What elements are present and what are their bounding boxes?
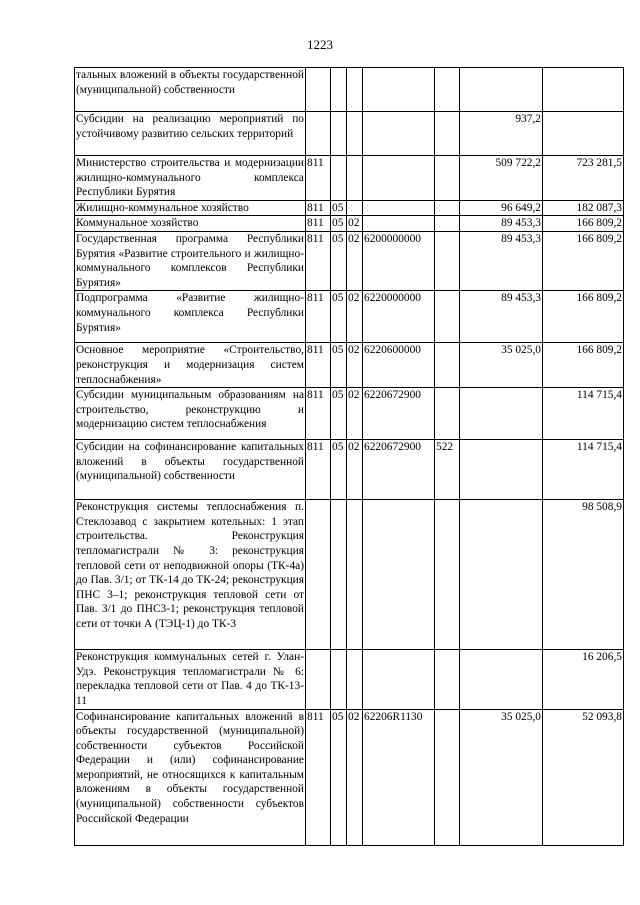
ministry-code-cell: 811 <box>306 200 331 216</box>
ministry-code-cell: 811 <box>306 709 331 845</box>
target-article-cell <box>363 650 435 709</box>
row-name-cell: Субсидии на реализацию мероприятий по устойчивому развитию сельских территорий <box>75 112 306 156</box>
amount-year2-cell: 182 087,3 <box>543 200 624 216</box>
amount-year2-cell: 16 206,5 <box>543 650 624 709</box>
expense-type-cell <box>435 68 460 112</box>
expense-type-cell <box>435 709 460 845</box>
table-row <box>75 500 624 650</box>
row-name-cell: Подпрограмма «Развитие жилищно-коммунального комплекса Республики Бурятия» <box>75 291 306 343</box>
row-name-cell: Софинансирование капитальных вложений в объекты государственной (муниципальной) собственности субъектов Российской Федерации и (или) софинансирование мероприятий, не относящихся к капитальным вложениям в объекты государственной (муниципальной) собственности субъектов Российской Федерации <box>75 709 306 845</box>
target-article-cell: 6220600000 <box>363 343 435 388</box>
amount-year1-cell <box>460 500 543 650</box>
amount-year1-cell: 89 453,3 <box>460 231 543 290</box>
expense-type-cell <box>435 500 460 650</box>
section-code-cell: 05 <box>331 291 347 343</box>
table-row <box>75 216 624 232</box>
target-article-cell: 62206R1130 <box>363 709 435 845</box>
amount-year1-cell: 509 722,2 <box>460 156 543 201</box>
amount-year2-cell: 166 809,2 <box>543 216 624 232</box>
table-row <box>75 388 624 440</box>
budget-table-body <box>75 68 624 846</box>
ministry-code-cell: 811 <box>306 156 331 201</box>
table-row <box>75 112 624 156</box>
row-name-cell: Реконструкция коммунальных сетей г. Улан-Удэ. Реконструкция тепломагистрали № 6: перекладка тепловой сети от Пав. 4 до ТК-13-11 <box>75 650 306 709</box>
amount-year2-cell: 166 809,2 <box>543 291 624 343</box>
amount-year1-cell: 35 025,0 <box>460 343 543 388</box>
subsection-code-cell: 02 <box>347 388 363 440</box>
table-row <box>75 291 624 343</box>
page-number: 1223 <box>307 37 333 52</box>
row-name-cell: Министерство строительства и модернизации жилищно-коммунального комплекса Республики Бурятия <box>75 156 306 201</box>
section-code-cell <box>331 156 347 201</box>
subsection-code-cell <box>347 112 363 156</box>
expense-type-cell <box>435 200 460 216</box>
expense-type-cell <box>435 156 460 201</box>
ministry-code-cell: 811 <box>306 388 331 440</box>
subsection-code-cell <box>347 68 363 112</box>
amount-year1-cell: 89 453,3 <box>460 216 543 232</box>
table-row <box>75 650 624 709</box>
amount-year1-cell <box>460 388 543 440</box>
section-code-cell <box>331 68 347 112</box>
ministry-code-cell <box>306 500 331 650</box>
subsection-code-cell: 02 <box>347 440 363 500</box>
amount-year1-cell: 937,2 <box>460 112 543 156</box>
subsection-code-cell: 02 <box>347 231 363 290</box>
expense-type-cell <box>435 650 460 709</box>
row-name-cell: Коммунальное хозяйство <box>75 216 306 232</box>
target-article-cell <box>363 216 435 232</box>
target-article-cell: 6220672900 <box>363 440 435 500</box>
table-row <box>75 343 624 388</box>
row-name-cell: Субсидии муниципальным образованиям на строительство, реконструкцию и модернизацию систем теплоснабжения <box>75 388 306 440</box>
amount-year1-cell: 89 453,3 <box>460 291 543 343</box>
amount-year2-cell <box>543 112 624 156</box>
section-code-cell: 05 <box>331 440 347 500</box>
amount-year2-cell: 723 281,5 <box>543 156 624 201</box>
section-code-cell: 05 <box>331 216 347 232</box>
ministry-code-cell <box>306 650 331 709</box>
expense-type-cell <box>435 291 460 343</box>
subsection-code-cell: 02 <box>347 291 363 343</box>
subsection-code-cell <box>347 650 363 709</box>
table-row <box>75 200 624 216</box>
section-code-cell: 05 <box>331 388 347 440</box>
target-article-cell: 6220672900 <box>363 388 435 440</box>
amount-year1-cell <box>460 440 543 500</box>
amount-year1-cell: 35 025,0 <box>460 709 543 845</box>
expense-type-cell <box>435 343 460 388</box>
table-row <box>75 709 624 845</box>
subsection-code-cell <box>347 500 363 650</box>
budget-table <box>74 67 624 846</box>
ministry-code-cell: 811 <box>306 343 331 388</box>
ministry-code-cell: 811 <box>306 216 331 232</box>
expense-type-cell <box>435 231 460 290</box>
target-article-cell <box>363 112 435 156</box>
subsection-code-cell <box>347 200 363 216</box>
expense-type-cell <box>435 216 460 232</box>
subsection-code-cell: 02 <box>347 343 363 388</box>
row-name-cell: Жилищно-коммунальное хозяйство <box>75 200 306 216</box>
amount-year2-cell: 52 093,8 <box>543 709 624 845</box>
ministry-code-cell <box>306 112 331 156</box>
section-code-cell <box>331 500 347 650</box>
ministry-code-cell: 811 <box>306 291 331 343</box>
amount-year2-cell: 166 809,2 <box>543 231 624 290</box>
target-article-cell <box>363 500 435 650</box>
ministry-code-cell: 811 <box>306 440 331 500</box>
section-code-cell: 05 <box>331 231 347 290</box>
section-code-cell: 05 <box>331 200 347 216</box>
section-code-cell: 05 <box>331 343 347 388</box>
section-code-cell <box>331 112 347 156</box>
amount-year2-cell: 98 508,9 <box>543 500 624 650</box>
amount-year1-cell <box>460 650 543 709</box>
ministry-code-cell <box>306 68 331 112</box>
row-name-cell: Основное мероприятие «Строительство, реконструкция и модернизация систем теплоснабжения» <box>75 343 306 388</box>
row-name-cell: Государственная программа Республики Бурятия «Развитие строительного и жилищно-коммунального комплексов Республики Бурятия» <box>75 231 306 290</box>
target-article-cell <box>363 156 435 201</box>
table-row <box>75 68 624 112</box>
subsection-code-cell: 02 <box>347 709 363 845</box>
target-article-cell: 6200000000 <box>363 231 435 290</box>
amount-year1-cell: 96 649,2 <box>460 200 543 216</box>
subsection-code-cell <box>347 156 363 201</box>
table-row <box>75 156 624 201</box>
expense-type-cell <box>435 388 460 440</box>
target-article-cell <box>363 68 435 112</box>
ministry-code-cell: 811 <box>306 231 331 290</box>
section-code-cell: 05 <box>331 709 347 845</box>
row-name-cell: Реконструкция системы теплоснабжения п. Стеклозавод с закрытием котельных: 1 этап строительства. Реконструкция тепломагистрали № 3: реконструкция тепловой сети от неподвижной опоры (ТК-4а) до Пав. 3/1; от ТК-14 до ТК-24; реконструкция ПНС 3–1; реконструкция тепловой сети от Пав. 3/1 до ПНС3-1; реконструкция тепловой сети от точки А (ТЭЦ-1) до ТК-3 <box>75 500 306 650</box>
expense-type-cell: 522 <box>435 440 460 500</box>
target-article-cell: 6220000000 <box>363 291 435 343</box>
target-article-cell <box>363 200 435 216</box>
expense-type-cell <box>435 112 460 156</box>
amount-year2-cell: 114 715,4 <box>543 440 624 500</box>
table-row <box>75 440 624 500</box>
amount-year2-cell <box>543 68 624 112</box>
table-row <box>75 231 624 290</box>
amount-year2-cell: 166 809,2 <box>543 343 624 388</box>
amount-year1-cell <box>460 68 543 112</box>
row-name-cell: тальных вложений в объекты государственной (муниципальной) собственности <box>75 68 306 112</box>
row-name-cell: Субсидии на софинансирование капитальных вложений в объекты государственной (муниципальной) собственности <box>75 440 306 500</box>
subsection-code-cell: 02 <box>347 216 363 232</box>
section-code-cell <box>331 650 347 709</box>
amount-year2-cell: 114 715,4 <box>543 388 624 440</box>
